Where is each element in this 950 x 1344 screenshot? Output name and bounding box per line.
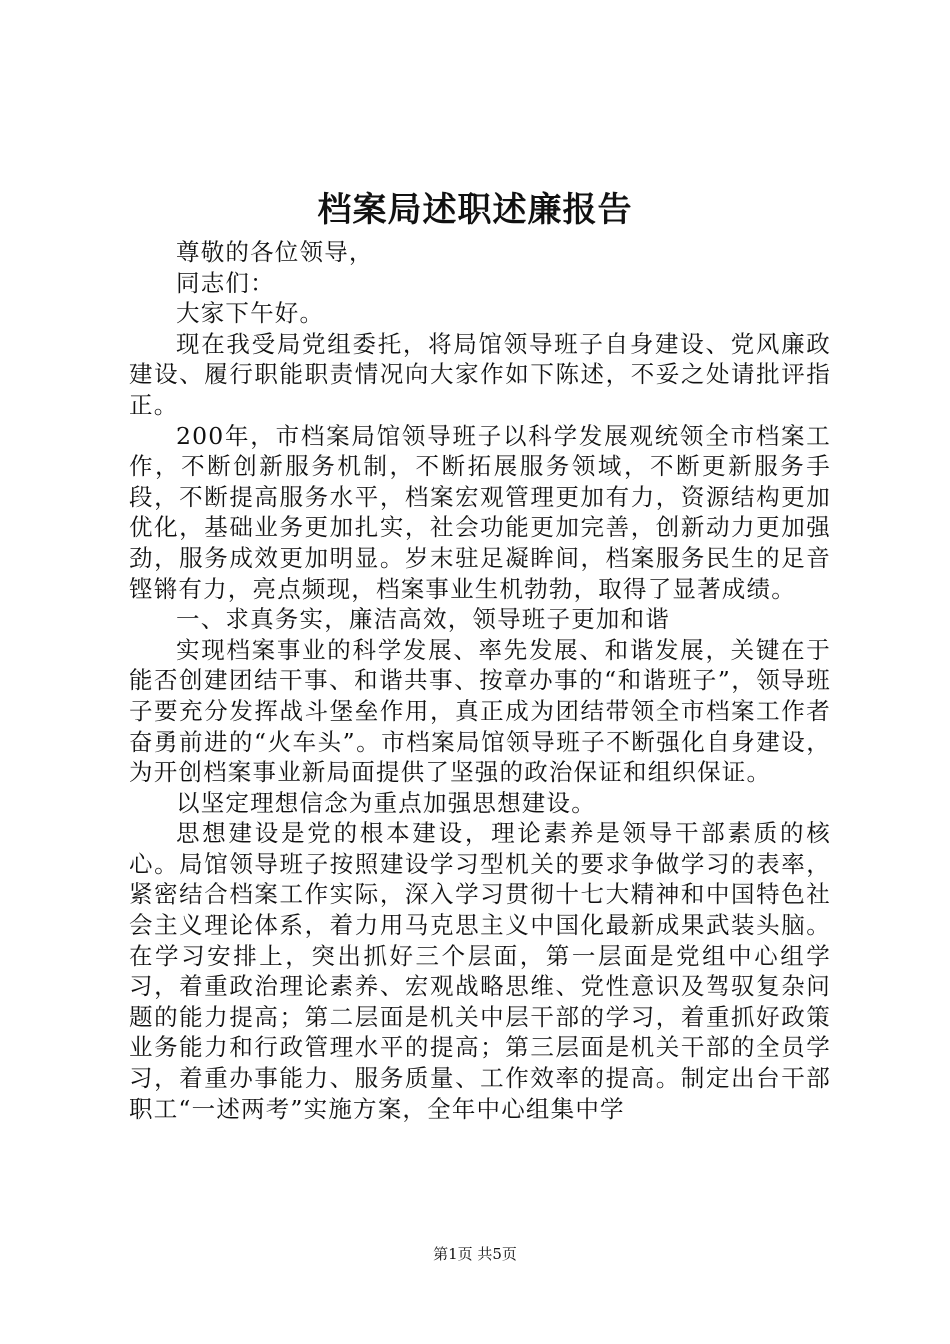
paragraph-intro: 现在我受局党组委托，将局馆领导班子自身建设、党风廉政建设、履行职能职责情况向大家作如下陈述，不妥之处请批评指正。 xyxy=(129,329,831,419)
section-heading-1: 一、求真务实，廉洁高效，领导班子更加和谐 xyxy=(176,605,670,634)
document-body xyxy=(129,237,831,1124)
subheading-ideology: 以坚定理想信念为重点加强思想建设。 xyxy=(176,788,596,817)
document-title: 档案局述职述廉报告 xyxy=(317,190,633,230)
paragraph-comrades: 同志们： xyxy=(176,268,275,297)
paragraph-salutation: 尊敬的各位领导， xyxy=(176,238,374,266)
page-footer: 第1页 共5页 xyxy=(433,1245,517,1263)
paragraph-ideology: 思想建设是党的根本建设，理论素养是领导干部素质的核心。局馆领导班子按照建设学习型机关的要求争做学习的表率，紧密结合档案工作实际，深入学习贯彻十七大精神和中国特色社会主义理论体系，着力用马克思主义中国化最新成果武装头脑。在学习安排上，突出抓好三个层面，第一层面是党组中心组学习，着重政治理论素养、宏观战略思维、党性意识及驾驭复杂问题的能力提高；第二层面是机关中层干部的学习，着重抓好政策业务能力和行政管理水平的提高；第三层面是机关干部的全员学习，着重办事能力、服务质量、工作效率的提高。制定出台干部职工“一述两考”实施方案，全年中心组集中学 xyxy=(129,819,831,1123)
paragraph-greeting: 大家下午好。 xyxy=(176,299,325,328)
paragraph-overview: 200年，市档案局馆领导班子以科学发展观统领全市档案工作，不断创新服务机制，不断拓展服务领域，不断更新服务手段，不断提高服务水平，档案宏观管理更加有力，资源结构更加优化，基础业务更加扎实，社会功能更加完善，创新动力更加强劲，服务成效更加明显。岁末驻足凝眸间，档案服务民生的足音铿锵有力，亮点频现，档案事业生机勃勃，取得了显著成绩。 xyxy=(129,421,831,603)
paragraph-harmony: 实现档案事业的科学发展、率先发展、和谐发展，关键在于能否创建团结干事、和谐共事、按章办事的“和谐班子”，领导班子要充分发挥战斗堡垒作用，真正成为团结带领全市档案工作者奋勇前进的“火车头”。市档案局馆领导班子不断强化自身建设，为开创档案事业新局面提供了坚强的政治保证和组织保证。 xyxy=(129,635,831,787)
